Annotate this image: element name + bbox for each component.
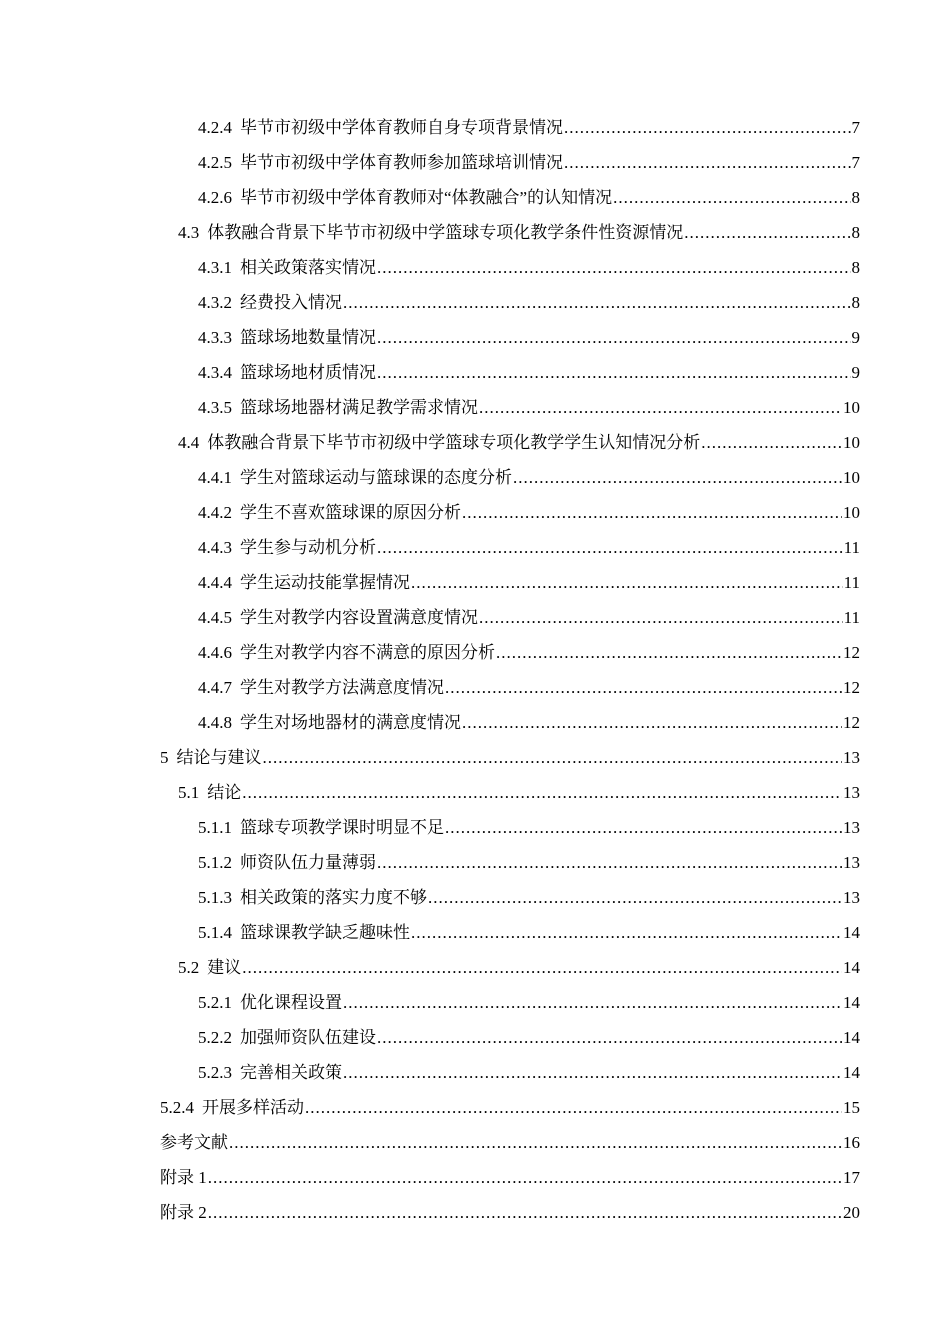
toc-entry-number: 4.3.5 — [198, 398, 232, 417]
toc-dot-leader — [479, 390, 842, 425]
toc-entry-title: 附录 1 — [160, 1168, 207, 1187]
toc-dot-leader — [242, 950, 842, 985]
toc-dot-leader — [343, 285, 851, 320]
toc-entry[interactable] — [160, 1055, 860, 1090]
toc-entry[interactable] — [160, 285, 860, 320]
toc-entry[interactable] — [160, 495, 860, 530]
toc-entry[interactable] — [160, 355, 860, 390]
toc-entry[interactable] — [160, 950, 860, 985]
toc-entry-number: 4.2.4 — [198, 118, 232, 137]
toc-dot-leader — [229, 1125, 842, 1160]
toc-entry[interactable] — [160, 390, 860, 425]
toc-entry-page-number: 10 — [843, 503, 860, 522]
toc-entry[interactable] — [160, 565, 860, 600]
toc-entry-title: 开展多样活动 — [202, 1098, 304, 1117]
toc-dot-leader — [462, 495, 842, 530]
toc-entry-title: 优化课程设置 — [240, 993, 342, 1012]
toc-entry[interactable] — [160, 215, 860, 250]
toc-entry-title: 相关政策落实情况 — [240, 258, 376, 277]
toc-entry-title: 篮球场地器材满足教学需求情况 — [240, 398, 478, 417]
toc-entry-title: 毕节市初级中学体育教师自身专项背景情况 — [240, 118, 563, 137]
toc-entry-title: 学生参与动机分析 — [240, 538, 376, 557]
toc-entry-page-number: 16 — [843, 1133, 860, 1152]
toc-entry-number: 4.2.5 — [198, 153, 232, 172]
toc-entry[interactable] — [160, 705, 860, 740]
toc-entry-number: 5.2.2 — [198, 1028, 232, 1047]
toc-dot-leader — [242, 775, 842, 810]
toc-entry-title: 学生对篮球运动与篮球课的态度分析 — [240, 468, 512, 487]
toc-entry-page-number: 11 — [843, 573, 860, 592]
toc-entry[interactable] — [160, 845, 860, 880]
toc-entry-number: 4.4.5 — [198, 608, 232, 627]
toc-entry-page-number: 11 — [843, 608, 860, 627]
toc-entry-page-number: 13 — [843, 853, 860, 872]
toc-entry-number: 4.3.1 — [198, 258, 232, 277]
toc-entry-title: 毕节市初级中学体育教师参加篮球培训情况 — [240, 153, 563, 172]
toc-dot-leader — [377, 530, 843, 565]
toc-entry[interactable] — [160, 1020, 860, 1055]
toc-entry-title: 毕节市初级中学体育教师对“体教融合”的认知情况 — [240, 188, 613, 207]
toc-entry-title: 师资队伍力量薄弱 — [240, 853, 376, 872]
toc-dot-leader — [263, 740, 843, 775]
toc-entry-title: 参考文献 — [160, 1133, 228, 1152]
toc-entry[interactable] — [160, 740, 860, 775]
toc-dot-leader — [701, 425, 842, 460]
toc-entry-page-number: 12 — [843, 713, 860, 732]
toc-entry-title: 篮球专项教学课时明显不足 — [240, 818, 444, 837]
toc-entry-number: 4.4.4 — [198, 573, 232, 592]
toc-entry[interactable] — [160, 600, 860, 635]
toc-dot-leader — [377, 355, 851, 390]
toc-entry-page-number: 10 — [843, 433, 860, 452]
toc-entry-title: 学生运动技能掌握情况 — [240, 573, 410, 592]
toc-entry-title: 完善相关政策 — [240, 1063, 342, 1082]
toc-entry[interactable] — [160, 810, 860, 845]
toc-entry-page-number: 8 — [851, 258, 860, 277]
toc-entry[interactable] — [160, 670, 860, 705]
toc-entry-title: 建议 — [207, 958, 242, 977]
toc-entry-number: 4.4.1 — [198, 468, 232, 487]
toc-entry-title: 结论与建议 — [176, 748, 262, 767]
toc-entry-title: 篮球场地数量情况 — [240, 328, 376, 347]
toc-entry[interactable] — [160, 775, 860, 810]
toc-entry-page-number: 13 — [843, 783, 860, 802]
toc-entry-number: 4.3.3 — [198, 328, 232, 347]
toc-entry-number: 4.4.3 — [198, 538, 232, 557]
toc-dot-leader — [564, 110, 851, 145]
toc-entry-number: 5.1 — [178, 783, 200, 802]
toc-entry-page-number: 8 — [851, 293, 860, 312]
toc-dot-leader — [377, 250, 851, 285]
toc-dot-leader — [462, 705, 842, 740]
toc-entry[interactable] — [160, 250, 860, 285]
toc-entry-number: 4.4.2 — [198, 503, 232, 522]
toc-entry-number: 5.2.1 — [198, 993, 232, 1012]
toc-entry-page-number: 14 — [843, 923, 860, 942]
toc-entry-page-number: 9 — [851, 363, 860, 382]
toc-entry-number: 5.2.3 — [198, 1063, 232, 1082]
toc-dot-leader — [305, 1090, 842, 1125]
toc-entry-page-number: 8 — [851, 223, 860, 242]
toc-entry-number: 5.1.1 — [198, 818, 232, 837]
toc-entry-page-number: 7 — [851, 153, 860, 172]
toc-entry[interactable] — [160, 880, 860, 915]
toc-dot-leader — [377, 320, 851, 355]
toc-dot-leader — [411, 915, 842, 950]
toc-entry-number: 4.3 — [178, 223, 200, 242]
toc-dot-leader — [564, 145, 851, 180]
toc-entry[interactable] — [160, 425, 860, 460]
toc-entry-number: 4.2.6 — [198, 188, 232, 207]
toc-dot-leader — [208, 1195, 842, 1230]
toc-entry-title: 结论 — [207, 783, 242, 802]
toc-entry-page-number: 8 — [851, 188, 860, 207]
toc-entry[interactable] — [160, 1195, 860, 1230]
toc-entry-page-number: 20 — [843, 1203, 860, 1222]
toc-entry-page-number: 14 — [843, 1028, 860, 1047]
toc-dot-leader — [479, 600, 843, 635]
toc-entry-title: 经费投入情况 — [240, 293, 342, 312]
toc-entry-page-number: 9 — [851, 328, 860, 347]
toc-entry-number: 5.2.4 — [160, 1098, 194, 1117]
toc-entry-title: 篮球课教学缺乏趣味性 — [240, 923, 410, 942]
toc-dot-leader — [445, 810, 842, 845]
toc-entry-page-number: 10 — [843, 468, 860, 487]
toc-entry-number: 5.2 — [178, 958, 200, 977]
toc-entry-title: 相关政策的落实力度不够 — [240, 888, 427, 907]
toc-entry-number: 4.3.2 — [198, 293, 232, 312]
toc-entry[interactable] — [160, 530, 860, 565]
toc-dot-leader — [613, 180, 850, 215]
toc-entry-title: 学生对教学方法满意度情况 — [240, 678, 444, 697]
toc-dot-leader — [343, 985, 842, 1020]
toc-entry-page-number: 14 — [843, 958, 860, 977]
toc-entry-page-number: 13 — [843, 818, 860, 837]
toc-entry-title: 体教融合背景下毕节市初级中学篮球专项化教学条件性资源情况 — [207, 223, 684, 242]
toc-entry[interactable] — [160, 145, 860, 180]
toc-entry-title: 学生对场地器材的满意度情况 — [240, 713, 461, 732]
toc-entry-page-number: 10 — [843, 398, 860, 417]
toc-entry-title: 加强师资队伍建设 — [240, 1028, 376, 1047]
toc-entry-page-number: 7 — [851, 118, 860, 137]
toc-entry-title: 篮球场地材质情况 — [240, 363, 376, 382]
toc-entry[interactable] — [160, 460, 860, 495]
toc-entry-number: 5.1.3 — [198, 888, 232, 907]
toc-entry-page-number: 15 — [843, 1098, 860, 1117]
toc-entry-number: 4.4.7 — [198, 678, 232, 697]
toc-dot-leader — [208, 1160, 842, 1195]
toc-dot-leader — [377, 845, 842, 880]
table-of-contents — [160, 110, 860, 1230]
toc-entry[interactable] — [160, 320, 860, 355]
toc-entry-title: 学生对教学内容不满意的原因分析 — [240, 643, 495, 662]
toc-dot-leader — [411, 565, 843, 600]
toc-dot-leader — [343, 1055, 842, 1090]
toc-entry-number: 4.4.8 — [198, 713, 232, 732]
toc-entry[interactable] — [160, 110, 860, 145]
toc-entry-page-number: 13 — [843, 888, 860, 907]
toc-entry-page-number: 12 — [843, 643, 860, 662]
toc-entry-page-number: 14 — [843, 1063, 860, 1082]
toc-entry-title: 学生不喜欢篮球课的原因分析 — [240, 503, 461, 522]
toc-entry-page-number: 12 — [843, 678, 860, 697]
toc-entry[interactable] — [160, 915, 860, 950]
toc-entry-number: 5.1.2 — [198, 853, 232, 872]
toc-entry-number: 4.3.4 — [198, 363, 232, 382]
toc-entry[interactable] — [160, 1125, 860, 1160]
toc-dot-leader — [513, 460, 842, 495]
toc-entry[interactable] — [160, 1090, 860, 1125]
toc-entry[interactable] — [160, 985, 860, 1020]
toc-entry-page-number: 13 — [843, 748, 860, 767]
toc-dot-leader — [377, 1020, 842, 1055]
toc-entry-page-number: 17 — [843, 1168, 860, 1187]
toc-entry-title: 学生对教学内容设置满意度情况 — [240, 608, 478, 627]
toc-entry[interactable] — [160, 1160, 860, 1195]
toc-entry-title: 附录 2 — [160, 1203, 207, 1222]
toc-entry-page-number: 14 — [843, 993, 860, 1012]
toc-entry[interactable] — [160, 635, 860, 670]
toc-entry-number: 4.4 — [178, 433, 200, 452]
toc-dot-leader — [428, 880, 842, 915]
toc-dot-leader — [445, 670, 842, 705]
toc-entry-page-number: 11 — [843, 538, 860, 557]
toc-entry-number: 5 — [160, 748, 169, 767]
toc-entry[interactable] — [160, 180, 860, 215]
toc-dot-leader — [684, 215, 850, 250]
toc-dot-leader — [496, 635, 842, 670]
toc-entry-number: 4.4.6 — [198, 643, 232, 662]
toc-entry-title: 体教融合背景下毕节市初级中学篮球专项化教学学生认知情况分析 — [207, 433, 701, 452]
toc-entry-number: 5.1.4 — [198, 923, 232, 942]
